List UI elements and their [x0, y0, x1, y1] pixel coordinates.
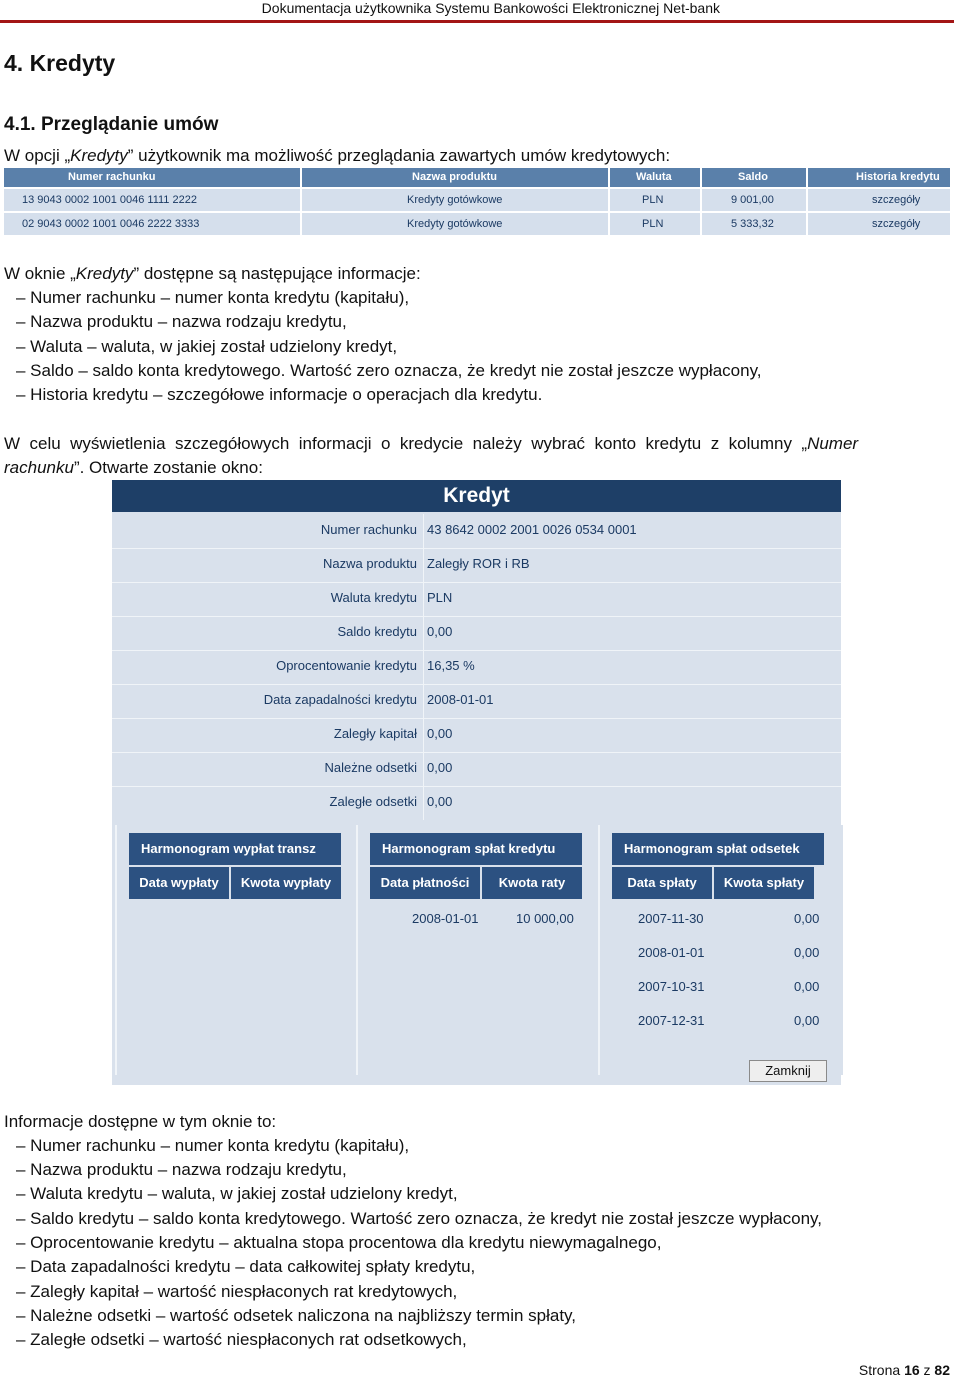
list-item: – Zaległy kapitał – wartość niespłaconych rat kredytowych, [16, 1282, 458, 1301]
balance: 5 333,32 [731, 218, 774, 230]
account-number-link[interactable]: 13 9043 0002 1001 0046 1111 2222 [22, 194, 197, 206]
schedule-amount: 0,00 [794, 979, 820, 994]
field-row [112, 718, 841, 753]
schedule-title: Harmonogram spłat odsetek [612, 833, 824, 865]
list-item: – Data zapadalności kredytu – data całkowitej spłaty kredytu, [16, 1257, 476, 1276]
footer-prefix: Strona [858, 1362, 905, 1378]
field-value: PLN [427, 590, 453, 605]
field-row [112, 684, 841, 719]
field-label: Data zapadalności kredytu [263, 692, 417, 707]
intro-italic: Kredyty [70, 146, 128, 165]
col-header-date: Data płatności [370, 867, 480, 899]
col-header-product[interactable]: Nazwa produktu [412, 171, 497, 183]
col-header-account[interactable]: Numer rachunku [68, 171, 156, 183]
close-button[interactable]: Zamknij [749, 1060, 827, 1082]
col-header-amount: Kwota raty [482, 867, 582, 899]
col-header-history[interactable]: Historia kredytu [856, 171, 940, 183]
field-value: 0,00 [427, 624, 453, 639]
field-row [112, 752, 841, 787]
table-row [4, 189, 950, 211]
schedule-interest-repayment [598, 825, 843, 1075]
field-value: 2008-01-01 [427, 692, 494, 707]
list-item: – Numer rachunku – numer konta kredytu (kapitału), [16, 288, 410, 307]
product-name: Kredyty gotówkowe [407, 194, 503, 206]
page-header [0, 0, 960, 26]
intro-text-b: ” użytkownik ma możliwość przeglądania zawartych umów kredytowych: [127, 146, 671, 165]
list-item: – Oprocentowanie kredytu – aktualna stopa procentowa dla kredytu niewymagalnego, [16, 1233, 662, 1252]
currency: PLN [642, 194, 664, 206]
list-item: – Historia kredytu – szczegółowe informacje o operacjach dla kredytu. [16, 385, 543, 404]
list-item: – Należne odsetki – wartość odsetek naliczona na najbliższy termin spłaty, [16, 1306, 577, 1325]
field-value: 0,00 [427, 794, 453, 809]
credits-table [4, 168, 950, 236]
window-info-text-a: W oknie „ [4, 264, 76, 283]
field-row [112, 616, 841, 651]
schedule-date: 2007-10-31 [638, 979, 705, 994]
col-header-date: Data spłaty [612, 867, 712, 899]
detail-italic-a: Numer [807, 434, 859, 453]
page-total: 82 [934, 1362, 950, 1378]
detail-text-b: ”. Otwarte zostanie okno: [73, 458, 263, 477]
schedule-credit-repayment [356, 825, 596, 1075]
col-header-amount: Kwota spłaty [714, 867, 814, 899]
field-label: Waluta kredytu [330, 590, 417, 605]
field-value: 0,00 [427, 760, 453, 775]
section-heading: 4.1. Przeglądanie umów [4, 114, 219, 135]
footer-mid: z [919, 1362, 935, 1378]
col-header-amount: Kwota wypłaty [231, 867, 341, 899]
currency: PLN [642, 218, 664, 230]
details-link[interactable]: szczegóły [872, 218, 921, 230]
col-header-currency[interactable]: Waluta [636, 171, 672, 183]
schedule-amount: 0,00 [794, 945, 820, 960]
detail-paragraph-line1 [4, 434, 950, 454]
list-item: – Waluta – waluta, w jakiej został udzielony kredyt, [16, 337, 398, 356]
field-row [112, 582, 841, 617]
table-header-row [4, 168, 950, 187]
schedule-title: Harmonogram wypłat transz [129, 833, 341, 865]
schedule-title: Harmonogram spłat kredytu [370, 833, 582, 865]
field-row [112, 786, 841, 820]
field-value: 0,00 [427, 726, 453, 741]
field-row [112, 650, 841, 685]
info-intro: Informacje dostępne w tym oknie to: [4, 1112, 277, 1131]
window-info-paragraph [4, 264, 421, 284]
details-link[interactable]: szczegóły [872, 194, 921, 206]
detail-paragraph-line2 [4, 458, 263, 478]
list-item: – Nazwa produktu – nazwa rodzaju kredytu, [16, 312, 347, 331]
page-number: 16 [904, 1362, 920, 1378]
window-info-italic: Kredyty [75, 264, 134, 283]
schedule-date: 2008-01-01 [412, 911, 479, 926]
field-label: Należne odsetki [324, 760, 417, 775]
field-label: Numer rachunku [320, 522, 417, 537]
schedule-amount: 0,00 [794, 911, 820, 926]
field-label: Oprocentowanie kredytu [276, 658, 417, 673]
detail-italic-b: rachunku [4, 458, 74, 477]
field-label: Nazwa produktu [323, 556, 417, 571]
account-number-link[interactable]: 02 9043 0002 1001 0046 2222 3333 [22, 218, 200, 230]
field-label: Zaległy kapitał [333, 726, 417, 741]
field-label: Zaległe odsetki [329, 794, 417, 809]
table-row [4, 213, 950, 235]
schedule-date: 2007-11-30 [638, 911, 704, 926]
schedule-date: 2008-01-01 [638, 945, 705, 960]
header-rule [0, 20, 954, 23]
product-name: Kredyty gotówkowe [407, 218, 503, 230]
credit-dialog [112, 480, 841, 1085]
field-label: Saldo kredytu [337, 624, 417, 639]
list-item: – Saldo – saldo konta kredytowego. Wartość zero oznacza, że kredyt nie został jeszcze wypłacony, [16, 361, 762, 380]
window-info-text-b: ” dostępne są następujące informacje: [133, 264, 421, 283]
balance: 9 001,00 [731, 194, 774, 206]
schedule-tranches [115, 825, 354, 1075]
detail-text-a: W celu wyświetlenia szczegółowych informacji o kredycie należy wybrać konto kredytu z kolumny „ [4, 434, 808, 453]
list-item: – Saldo kredytu – saldo konta kredytowego. Wartość zero oznacza, że kredyt nie został jeszcze wypłacony, [16, 1209, 823, 1228]
intro-paragraph [4, 146, 670, 166]
list-item: – Numer rachunku – numer konta kredytu (kapitału), [16, 1136, 410, 1155]
field-value: 43 8642 0002 2001 0026 0534 0001 [427, 522, 637, 537]
schedule-amount: 10 000,00 [516, 911, 574, 926]
chapter-heading: 4. Kredyty [4, 50, 116, 76]
field-value: 16,35 % [427, 658, 475, 673]
col-header-date: Data wypłaty [129, 867, 229, 899]
schedule-date: 2007-12-31 [638, 1013, 705, 1028]
list-item: – Nazwa produktu – nazwa rodzaju kredytu, [16, 1160, 347, 1179]
document-title: Dokumentacja użytkownika Systemu Bankowości Elektronicznej Net-bank [261, 0, 720, 16]
dialog-title: Kredyt [112, 480, 841, 512]
list-item: – Zaległe odsetki – wartość niespłaconych rat odsetkowych, [16, 1330, 467, 1349]
list-item: – Waluta kredytu – waluta, w jakiej został udzielony kredyt, [16, 1184, 458, 1203]
intro-text-a: W opcji „ [4, 146, 71, 165]
field-row [112, 548, 841, 583]
field-row [112, 514, 841, 549]
schedule-amount: 0,00 [794, 1013, 820, 1028]
col-header-balance[interactable]: Saldo [738, 171, 768, 183]
field-value: Zaległy ROR i RB [427, 556, 530, 571]
